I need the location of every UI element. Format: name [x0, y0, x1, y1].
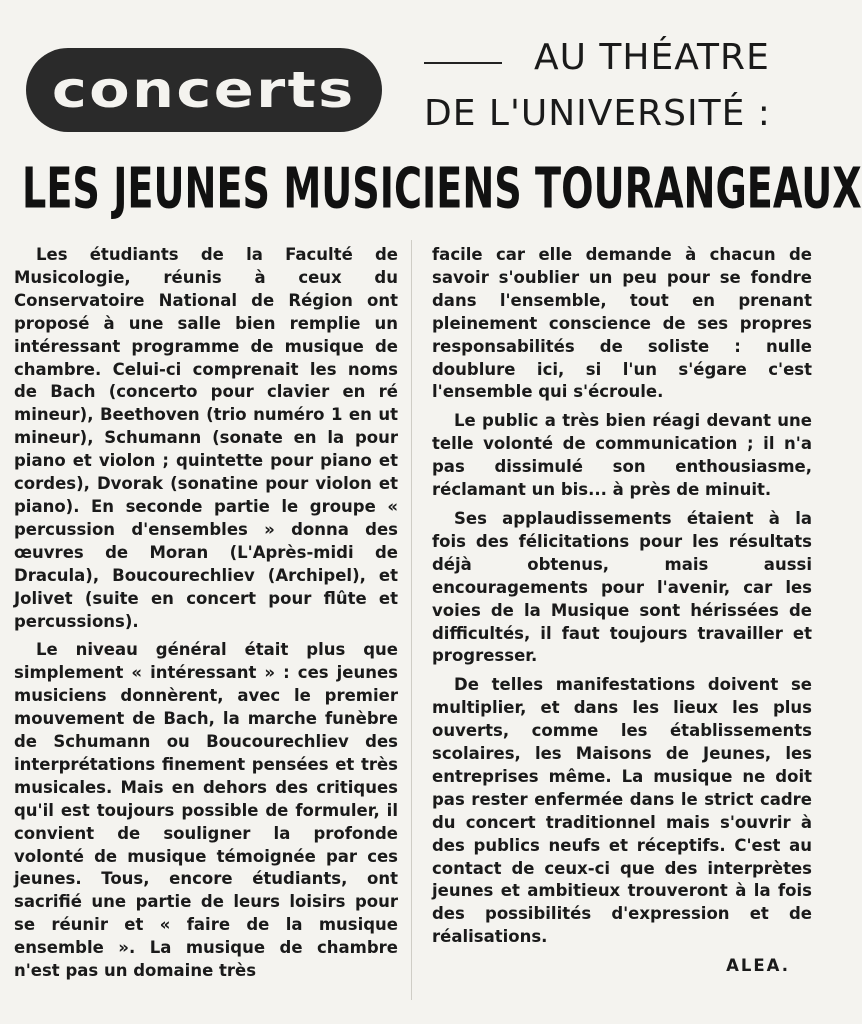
paragraph-continuation: facile car elle demande à chacun de savoir s'oublier un peu pour se fondre dans l'ensemble, tout en prenant pleinement conscience de ses propres responsabilités de soliste : nulle doublure ici, si l'un s'égare c'est l'ensemble qui s'écroule. — [432, 245, 812, 402]
article-column-left — [14, 244, 398, 989]
kicker-line-1: AU THÉATRE — [534, 37, 770, 78]
concerts-badge — [26, 48, 382, 132]
kicker — [424, 30, 804, 142]
paragraph: Les étudiants de la Faculté de Musicologie, réunis à ceux du Conservatoire National de Région ont proposé à une salle bien remplie un intéressant programme de musique de chambre. Celui-ci comprenait les noms de Bach (concerto pour clavier en ré mineur), Beethoven (trio numéro 1 en ut mineur), Schumann (sonate en la pour piano et violon ; quintette pour piano et cordes), Dvorak (sonatine pour violon et piano). En seconde partie le groupe « percussion d'ensembles » donna des œuvres de Moran (L'Après-midi de Dracula), Boucourechliev (Archipel), et Jolivet (suite en concert pour flûte et percussions). — [14, 245, 398, 631]
paragraph: Le public a très bien réagi devant une telle volonté de communication ; il n'a pas dissimulé son enthousiasme, réclamant un bis... à près de minuit. — [432, 411, 812, 500]
article-column-right — [432, 244, 812, 984]
paragraph: De telles manifestations doivent se multiplier, et dans les lieux les plus ouverts, comme les établissements scolaires, les Maisons de Jeunes, les entreprises même. La musique ne doit pas rester enfermée dans le strict cadre du concert traditionnel mais s'ouvrir à des publics neufs et réceptifs. C'est au contact de ceux-ci que des interprètes jeunes et ambitieux trouveront à la fois des possibilités d'expression et de réalisations. — [432, 675, 812, 947]
paragraph: Ses applaudissements étaient à la fois des félicitations pour les résultats déjà obtenus, mais aussi encouragements pour l'avenir, car les voies de la Musique sont hérissées de difficultés, il faut toujours travailler et progresser. — [432, 508, 812, 666]
headline: LES JEUNES MUSICIENS TOURANGEAUX — [22, 155, 862, 221]
signature: ALEA. — [726, 956, 790, 976]
paragraph: Le niveau général était plus que simplement « intéressant » : ces jeunes musiciens donnèrent, avec le premier mouvement de Bach, la marche funèbre de Schumann ou Boucourechliev des interprétations finement pensées et très musicales. Mais en dehors des critiques qu'il est toujours possible de formuler, il convient de souligner la profonde volonté de musique témoignée par ces jeunes. Tous, encore étudiants, ont sacrifié une partie de leurs loisirs pour se réunir et « faire de la musique ensemble ». La musique de chambre n'est pas un domaine très — [14, 640, 398, 981]
badge-label: concerts — [52, 61, 356, 119]
column-divider — [411, 240, 412, 1000]
kicker-line-2: DE L'UNIVERSITÉ : — [424, 93, 771, 134]
